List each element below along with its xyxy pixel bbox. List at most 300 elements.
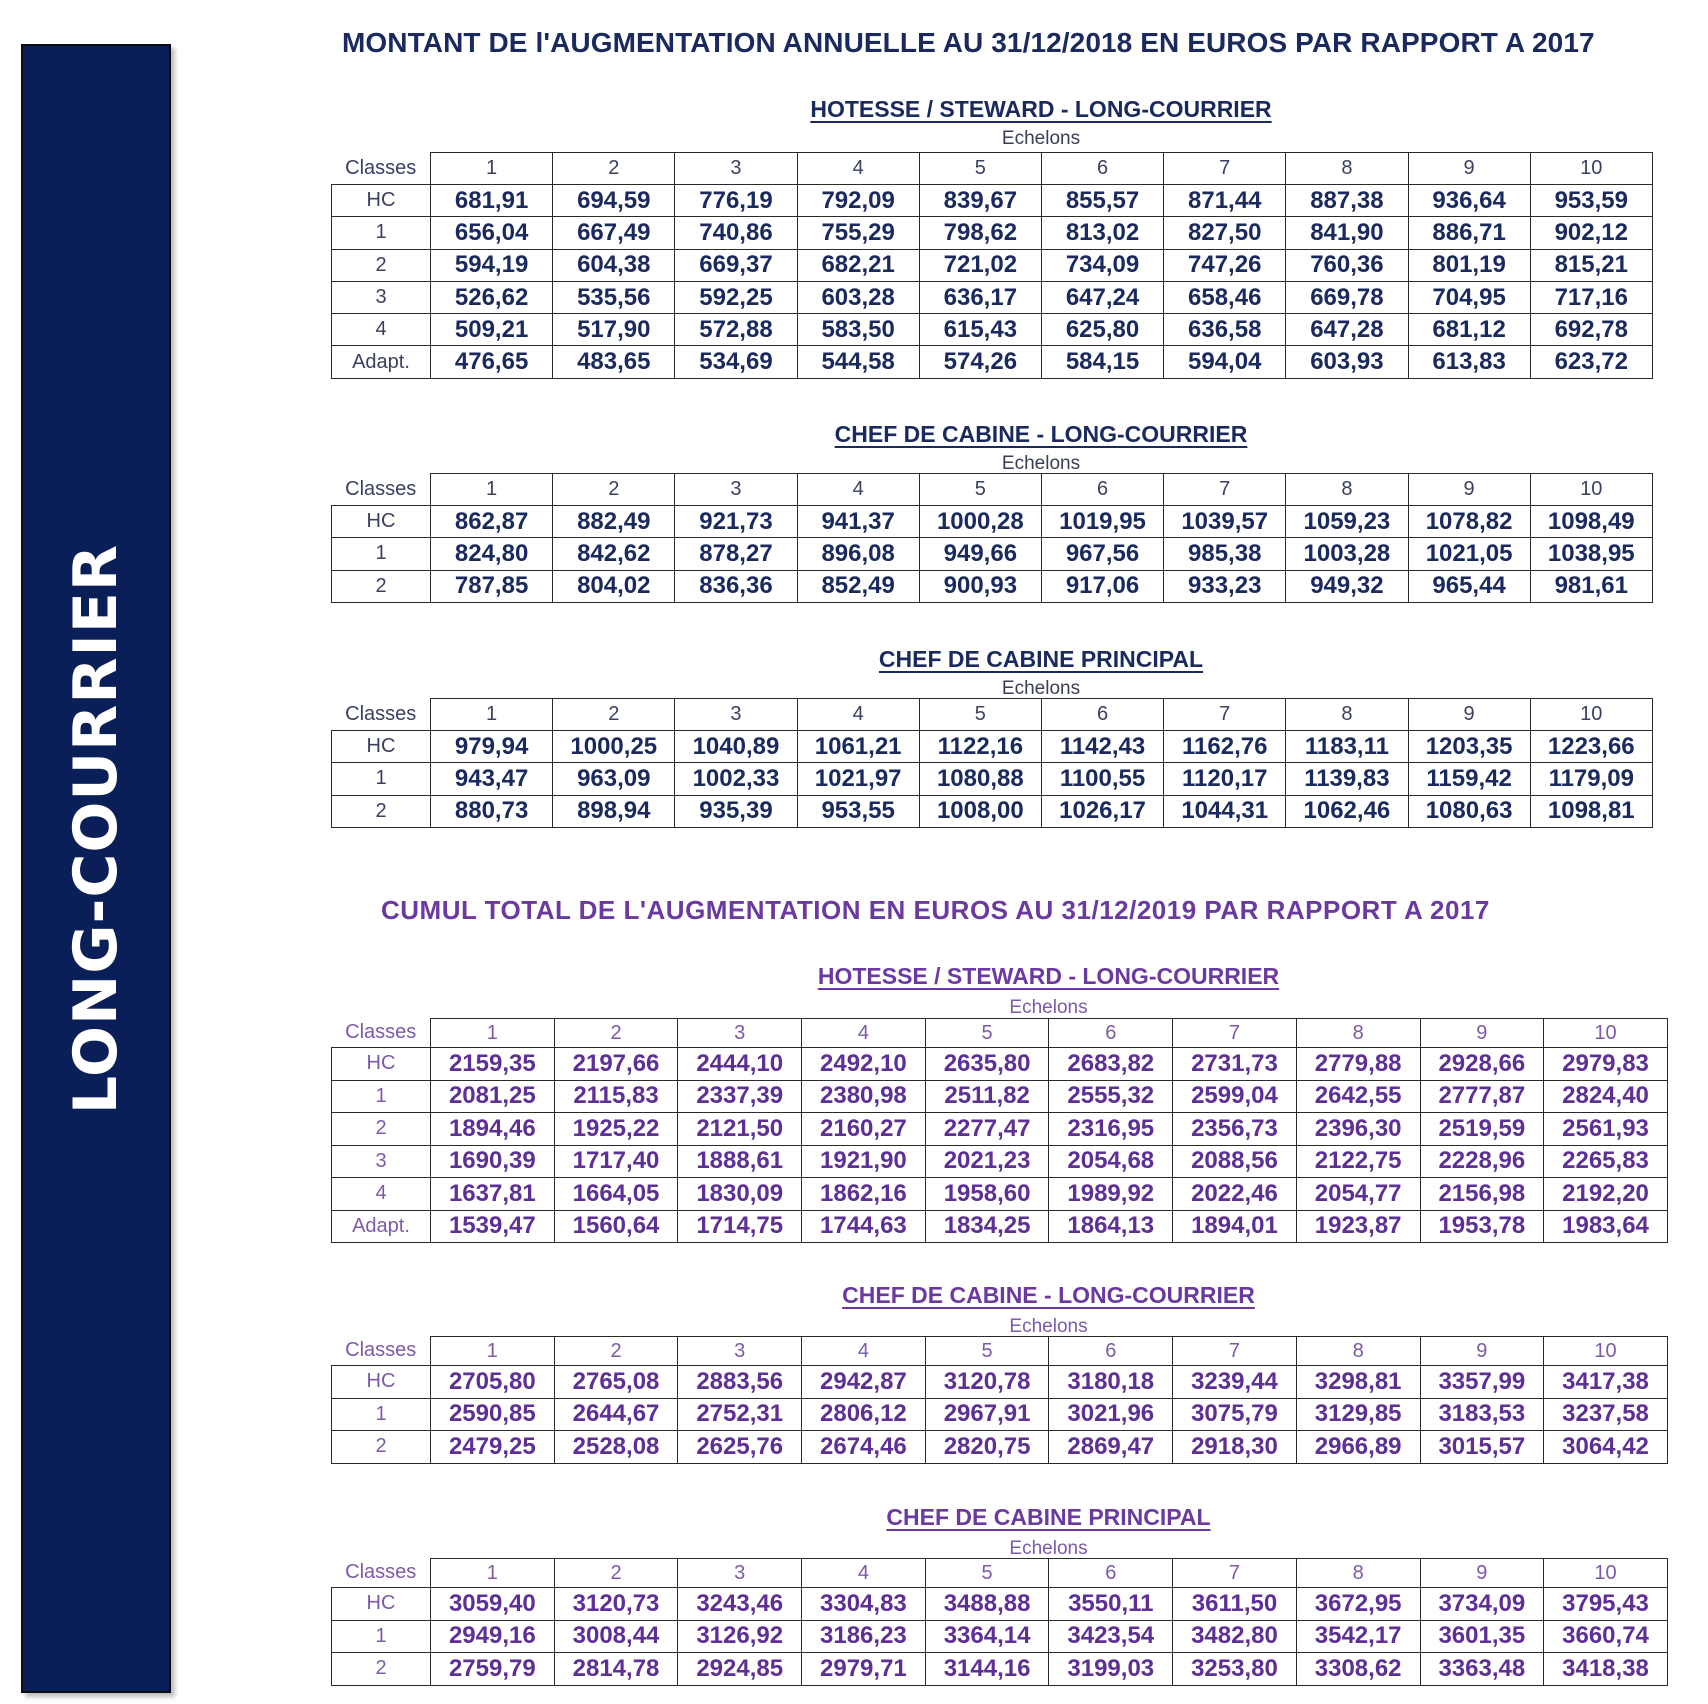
amount-cell: 2380,98 bbox=[802, 1080, 926, 1113]
amount-cell: 2337,39 bbox=[678, 1080, 802, 1113]
amount-cell: 2777,87 bbox=[1420, 1080, 1544, 1113]
amount-cell: 1098,49 bbox=[1530, 506, 1652, 538]
amount-cell: 2519,59 bbox=[1420, 1113, 1544, 1146]
amount-cell: 941,37 bbox=[797, 506, 919, 538]
amount-cell: 839,67 bbox=[919, 185, 1041, 217]
amount-cell: 1139,83 bbox=[1286, 763, 1408, 795]
amount-cell: 2806,12 bbox=[802, 1398, 926, 1431]
echelon-header: 1 bbox=[431, 1019, 555, 1048]
amount-cell: 1958,60 bbox=[925, 1178, 1049, 1211]
amount-cell: 2820,75 bbox=[925, 1431, 1049, 1464]
echelon-header: 2 bbox=[553, 474, 675, 506]
amount-cell: 1026,17 bbox=[1041, 795, 1163, 827]
amount-cell: 594,04 bbox=[1164, 346, 1286, 378]
amount-cell: 935,39 bbox=[675, 795, 797, 827]
echelon-header: 5 bbox=[925, 1019, 1049, 1048]
amount-cell: 647,28 bbox=[1286, 314, 1408, 346]
echelon-header: 6 bbox=[1041, 474, 1163, 506]
amount-cell: 583,50 bbox=[797, 314, 919, 346]
amount-cell: 1560,64 bbox=[554, 1210, 678, 1243]
echelon-header: 3 bbox=[678, 1337, 802, 1366]
amount-cell: 1062,46 bbox=[1286, 795, 1408, 827]
amount-cell: 625,80 bbox=[1041, 314, 1163, 346]
amount-cell: 3304,83 bbox=[802, 1588, 926, 1621]
echelon-header: 8 bbox=[1286, 699, 1408, 731]
echelon-header: 1 bbox=[431, 153, 553, 185]
table-row bbox=[332, 1048, 1668, 1081]
amount-cell: 933,23 bbox=[1164, 570, 1286, 602]
amount-cell: 3239,44 bbox=[1173, 1366, 1297, 1399]
amount-cell: 2277,47 bbox=[925, 1113, 1049, 1146]
amount-cell: 1203,35 bbox=[1408, 731, 1530, 763]
amount-cell: 3364,14 bbox=[925, 1620, 1049, 1653]
amount-cell: 526,62 bbox=[431, 281, 553, 313]
amount-cell: 3186,23 bbox=[802, 1620, 926, 1653]
echelon-header: 3 bbox=[678, 1019, 802, 1048]
amount-cell: 882,49 bbox=[553, 506, 675, 538]
table-row bbox=[332, 1620, 1668, 1653]
amount-cell: 1717,40 bbox=[554, 1145, 678, 1178]
amount-cell: 1122,16 bbox=[919, 731, 1041, 763]
amount-cell: 2561,93 bbox=[1544, 1113, 1668, 1146]
amount-cell: 2705,80 bbox=[431, 1366, 555, 1399]
class-label: 1 bbox=[332, 1620, 431, 1653]
echelons-label: Echelons bbox=[1001, 128, 1081, 149]
salary-increase-table bbox=[331, 473, 1653, 603]
amount-cell: 2824,40 bbox=[1544, 1080, 1668, 1113]
amount-cell: 2814,78 bbox=[554, 1653, 678, 1686]
echelon-header: 4 bbox=[797, 474, 919, 506]
amount-cell: 1159,42 bbox=[1408, 763, 1530, 795]
echelon-header: 1 bbox=[431, 1337, 555, 1366]
table-row bbox=[332, 1113, 1668, 1146]
echelon-header: 7 bbox=[1164, 699, 1286, 731]
amount-cell: 535,56 bbox=[553, 281, 675, 313]
class-label: 1 bbox=[332, 217, 431, 249]
echelon-header: 7 bbox=[1164, 474, 1286, 506]
classes-header: Classes bbox=[332, 153, 431, 185]
amount-cell: 2555,32 bbox=[1049, 1080, 1173, 1113]
amount-cell: 1080,63 bbox=[1408, 795, 1530, 827]
echelon-header: 6 bbox=[1049, 1337, 1173, 1366]
amount-cell: 636,58 bbox=[1164, 314, 1286, 346]
amount-cell: 2979,83 bbox=[1544, 1048, 1668, 1081]
amount-cell: 669,78 bbox=[1286, 281, 1408, 313]
table-row bbox=[332, 314, 1653, 346]
classes-header: Classes bbox=[332, 1337, 431, 1366]
amount-cell: 2021,23 bbox=[925, 1145, 1049, 1178]
amount-cell: 965,44 bbox=[1408, 570, 1530, 602]
amount-cell: 1038,95 bbox=[1530, 538, 1652, 570]
amount-cell: 747,26 bbox=[1164, 249, 1286, 281]
amount-cell: 604,38 bbox=[553, 249, 675, 281]
amount-cell: 2869,47 bbox=[1049, 1431, 1173, 1464]
amount-cell: 917,06 bbox=[1041, 570, 1163, 602]
amount-cell: 3120,73 bbox=[554, 1588, 678, 1621]
amount-cell: 1000,28 bbox=[919, 506, 1041, 538]
table-row bbox=[332, 1398, 1668, 1431]
amount-cell: 887,38 bbox=[1286, 185, 1408, 217]
amount-cell: 2644,67 bbox=[554, 1398, 678, 1431]
class-label: 2 bbox=[332, 795, 431, 827]
echelon-header: 1 bbox=[431, 699, 553, 731]
amount-cell: 2054,68 bbox=[1049, 1145, 1173, 1178]
table-row bbox=[332, 1431, 1668, 1464]
amount-cell: 3059,40 bbox=[431, 1588, 555, 1621]
amount-cell: 592,25 bbox=[675, 281, 797, 313]
table-row bbox=[332, 538, 1653, 570]
amount-cell: 517,90 bbox=[553, 314, 675, 346]
amount-cell: 594,19 bbox=[431, 249, 553, 281]
salary-increase-table bbox=[331, 152, 1653, 379]
amount-cell: 476,65 bbox=[431, 346, 553, 378]
amount-cell: 2642,55 bbox=[1296, 1080, 1420, 1113]
table-row bbox=[332, 763, 1653, 795]
amount-cell: 692,78 bbox=[1530, 314, 1652, 346]
amount-cell: 613,83 bbox=[1408, 346, 1530, 378]
echelon-header: 8 bbox=[1296, 1337, 1420, 1366]
amount-cell: 2625,76 bbox=[678, 1431, 802, 1464]
amount-cell: 979,94 bbox=[431, 731, 553, 763]
amount-cell: 896,08 bbox=[797, 538, 919, 570]
amount-cell: 2479,25 bbox=[431, 1431, 555, 1464]
amount-cell: 2122,75 bbox=[1296, 1145, 1420, 1178]
table-header-row bbox=[332, 1559, 1668, 1588]
echelons-label: Echelons bbox=[1001, 678, 1081, 699]
amount-cell: 936,64 bbox=[1408, 185, 1530, 217]
amount-cell: 1061,21 bbox=[797, 731, 919, 763]
amount-cell: 2022,46 bbox=[1173, 1178, 1297, 1211]
amount-cell: 1000,25 bbox=[553, 731, 675, 763]
amount-cell: 943,47 bbox=[431, 763, 553, 795]
table-row bbox=[332, 1080, 1668, 1113]
class-label: Adapt. bbox=[332, 1210, 431, 1243]
amount-cell: 2054,77 bbox=[1296, 1178, 1420, 1211]
salary-increase-table bbox=[331, 1336, 1668, 1464]
sidebar-label: LONG-COURRIER bbox=[61, 543, 131, 1114]
amount-cell: 760,36 bbox=[1286, 249, 1408, 281]
echelon-header: 5 bbox=[919, 474, 1041, 506]
amount-cell: 2683,82 bbox=[1049, 1048, 1173, 1081]
class-label: HC bbox=[332, 1048, 431, 1081]
echelons-label: Echelons bbox=[1009, 997, 1088, 1018]
amount-cell: 1021,05 bbox=[1408, 538, 1530, 570]
amount-cell: 3488,88 bbox=[925, 1588, 1049, 1621]
table-subtitle: CHEF DE CABINE - LONG-COURRIER bbox=[834, 421, 1248, 447]
amount-cell: 3363,48 bbox=[1420, 1653, 1544, 1686]
amount-cell: 1003,28 bbox=[1286, 538, 1408, 570]
class-label: 4 bbox=[332, 1178, 431, 1211]
table-header-row bbox=[332, 1019, 1668, 1048]
echelon-header: 2 bbox=[553, 153, 675, 185]
amount-cell: 615,43 bbox=[919, 314, 1041, 346]
amount-cell: 717,16 bbox=[1530, 281, 1652, 313]
table-subtitle: CHEF DE CABINE PRINCIPAL bbox=[886, 1504, 1211, 1530]
echelon-header: 9 bbox=[1420, 1559, 1544, 1588]
salary-increase-table bbox=[331, 698, 1653, 828]
amount-cell: 949,66 bbox=[919, 538, 1041, 570]
echelon-header: 9 bbox=[1420, 1337, 1544, 1366]
amount-cell: 1953,78 bbox=[1420, 1210, 1544, 1243]
amount-cell: 509,21 bbox=[431, 314, 553, 346]
amount-cell: 985,38 bbox=[1164, 538, 1286, 570]
table-subtitle: HOTESSE / STEWARD - LONG-COURRIER bbox=[810, 96, 1272, 122]
table-row bbox=[332, 185, 1653, 217]
classes-header: Classes bbox=[332, 474, 431, 506]
amount-cell: 1714,75 bbox=[678, 1210, 802, 1243]
amount-cell: 3129,85 bbox=[1296, 1398, 1420, 1431]
amount-cell: 3298,81 bbox=[1296, 1366, 1420, 1399]
table-row bbox=[332, 249, 1653, 281]
amount-cell: 3199,03 bbox=[1049, 1653, 1173, 1686]
amount-cell: 827,50 bbox=[1164, 217, 1286, 249]
amount-cell: 3237,58 bbox=[1544, 1398, 1668, 1431]
amount-cell: 2356,73 bbox=[1173, 1113, 1297, 1146]
amount-cell: 3601,35 bbox=[1420, 1620, 1544, 1653]
table-row bbox=[332, 1366, 1668, 1399]
table-header-row bbox=[332, 474, 1653, 506]
salary-increase-table bbox=[331, 1558, 1668, 1686]
amount-cell: 2635,80 bbox=[925, 1048, 1049, 1081]
amount-cell: 574,26 bbox=[919, 346, 1041, 378]
table-row bbox=[332, 217, 1653, 249]
echelon-header: 5 bbox=[925, 1559, 1049, 1588]
amount-cell: 3482,80 bbox=[1173, 1620, 1297, 1653]
amount-cell: 1120,17 bbox=[1164, 763, 1286, 795]
amount-cell: 2228,96 bbox=[1420, 1145, 1544, 1178]
amount-cell: 2949,16 bbox=[431, 1620, 555, 1653]
class-label: 3 bbox=[332, 281, 431, 313]
amount-cell: 2121,50 bbox=[678, 1113, 802, 1146]
amount-cell: 3144,16 bbox=[925, 1653, 1049, 1686]
amount-cell: 1888,61 bbox=[678, 1145, 802, 1178]
table-row bbox=[332, 570, 1653, 602]
amount-cell: 667,49 bbox=[553, 217, 675, 249]
amount-cell: 682,21 bbox=[797, 249, 919, 281]
echelon-header: 9 bbox=[1408, 153, 1530, 185]
amount-cell: 787,85 bbox=[431, 570, 553, 602]
amount-cell: 2088,56 bbox=[1173, 1145, 1297, 1178]
amount-cell: 1862,16 bbox=[802, 1178, 926, 1211]
amount-cell: 981,61 bbox=[1530, 570, 1652, 602]
classes-header: Classes bbox=[332, 1019, 431, 1048]
class-label: HC bbox=[332, 731, 431, 763]
echelon-header: 3 bbox=[675, 699, 797, 731]
amount-cell: 1894,46 bbox=[431, 1113, 555, 1146]
echelon-header: 7 bbox=[1164, 153, 1286, 185]
amount-cell: 898,94 bbox=[553, 795, 675, 827]
amount-cell: 1834,25 bbox=[925, 1210, 1049, 1243]
amount-cell: 572,88 bbox=[675, 314, 797, 346]
echelon-header: 4 bbox=[797, 699, 919, 731]
amount-cell: 2942,87 bbox=[802, 1366, 926, 1399]
amount-cell: 2928,66 bbox=[1420, 1048, 1544, 1081]
echelon-header: 9 bbox=[1408, 699, 1530, 731]
classes-header: Classes bbox=[332, 1559, 431, 1588]
amount-cell: 2590,85 bbox=[431, 1398, 555, 1431]
amount-cell: 2752,31 bbox=[678, 1398, 802, 1431]
amount-cell: 656,04 bbox=[431, 217, 553, 249]
amount-cell: 855,57 bbox=[1041, 185, 1163, 217]
amount-cell: 681,91 bbox=[431, 185, 553, 217]
amount-cell: 1894,01 bbox=[1173, 1210, 1297, 1243]
amount-cell: 694,59 bbox=[553, 185, 675, 217]
echelon-header: 5 bbox=[925, 1337, 1049, 1366]
amount-cell: 2159,35 bbox=[431, 1048, 555, 1081]
amount-cell: 953,55 bbox=[797, 795, 919, 827]
amount-cell: 2197,66 bbox=[554, 1048, 678, 1081]
amount-cell: 2674,46 bbox=[802, 1431, 926, 1464]
echelon-header: 8 bbox=[1296, 1019, 1420, 1048]
amount-cell: 862,87 bbox=[431, 506, 553, 538]
amount-cell: 3795,43 bbox=[1544, 1588, 1668, 1621]
amount-cell: 2967,91 bbox=[925, 1398, 1049, 1431]
amount-cell: 3015,57 bbox=[1420, 1431, 1544, 1464]
table-row bbox=[332, 1588, 1668, 1621]
table-row bbox=[332, 795, 1653, 827]
amount-cell: 836,36 bbox=[675, 570, 797, 602]
amount-cell: 2160,27 bbox=[802, 1113, 926, 1146]
amount-cell: 3550,11 bbox=[1049, 1588, 1173, 1621]
echelon-header: 9 bbox=[1420, 1019, 1544, 1048]
amount-cell: 2265,83 bbox=[1544, 1145, 1668, 1178]
echelon-header: 6 bbox=[1041, 699, 1163, 731]
amount-cell: 1008,00 bbox=[919, 795, 1041, 827]
amount-cell: 584,15 bbox=[1041, 346, 1163, 378]
amount-cell: 801,19 bbox=[1408, 249, 1530, 281]
table-subtitle: CHEF DE CABINE PRINCIPAL bbox=[878, 646, 1204, 672]
echelon-header: 2 bbox=[554, 1337, 678, 1366]
class-label: HC bbox=[332, 1588, 431, 1621]
echelon-header: 5 bbox=[919, 153, 1041, 185]
amount-cell: 2765,08 bbox=[554, 1366, 678, 1399]
amount-cell: 841,90 bbox=[1286, 217, 1408, 249]
amount-cell: 721,02 bbox=[919, 249, 1041, 281]
echelon-header: 10 bbox=[1530, 153, 1652, 185]
echelon-header: 6 bbox=[1049, 1019, 1173, 1048]
echelon-header: 7 bbox=[1173, 1337, 1297, 1366]
amount-cell: 3253,80 bbox=[1173, 1653, 1297, 1686]
amount-cell: 2511,82 bbox=[925, 1080, 1049, 1113]
amount-cell: 1830,09 bbox=[678, 1178, 802, 1211]
amount-cell: 3064,42 bbox=[1544, 1431, 1668, 1464]
class-label: 2 bbox=[332, 1113, 431, 1146]
amount-cell: 623,72 bbox=[1530, 346, 1652, 378]
amount-cell: 1983,64 bbox=[1544, 1210, 1668, 1243]
table-header-row bbox=[332, 699, 1653, 731]
amount-cell: 1019,95 bbox=[1041, 506, 1163, 538]
class-label: 4 bbox=[332, 314, 431, 346]
echelon-header: 4 bbox=[802, 1337, 926, 1366]
amount-cell: 1864,13 bbox=[1049, 1210, 1173, 1243]
table-header-row bbox=[332, 1337, 1668, 1366]
amount-cell: 2156,98 bbox=[1420, 1178, 1544, 1211]
amount-cell: 871,44 bbox=[1164, 185, 1286, 217]
class-label: HC bbox=[332, 185, 431, 217]
amount-cell: 804,02 bbox=[553, 570, 675, 602]
amount-cell: 704,95 bbox=[1408, 281, 1530, 313]
amount-cell: 3357,99 bbox=[1420, 1366, 1544, 1399]
amount-cell: 2731,73 bbox=[1173, 1048, 1297, 1081]
amount-cell: 824,80 bbox=[431, 538, 553, 570]
amount-cell: 813,02 bbox=[1041, 217, 1163, 249]
amount-cell: 815,21 bbox=[1530, 249, 1652, 281]
echelon-header: 10 bbox=[1544, 1019, 1668, 1048]
amount-cell: 2528,08 bbox=[554, 1431, 678, 1464]
table-header-row bbox=[332, 153, 1653, 185]
echelon-header: 10 bbox=[1530, 699, 1652, 731]
amount-cell: 792,09 bbox=[797, 185, 919, 217]
amount-cell: 3418,38 bbox=[1544, 1653, 1668, 1686]
amount-cell: 1539,47 bbox=[431, 1210, 555, 1243]
amount-cell: 900,93 bbox=[919, 570, 1041, 602]
echelon-header: 4 bbox=[797, 153, 919, 185]
echelon-header: 10 bbox=[1544, 1337, 1668, 1366]
echelon-header: 8 bbox=[1296, 1559, 1420, 1588]
class-label: 1 bbox=[332, 1080, 431, 1113]
amount-cell: 886,71 bbox=[1408, 217, 1530, 249]
amount-cell: 2115,83 bbox=[554, 1080, 678, 1113]
amount-cell: 852,49 bbox=[797, 570, 919, 602]
annual-section-title: MONTANT DE l'AUGMENTATION ANNUELLE AU 31/12/2018 EN EUROS PAR RAPPORT A 2017 bbox=[342, 27, 1595, 58]
table-row bbox=[332, 731, 1653, 763]
amount-cell: 3611,50 bbox=[1173, 1588, 1297, 1621]
table-row bbox=[332, 1653, 1668, 1686]
amount-cell: 3542,17 bbox=[1296, 1620, 1420, 1653]
amount-cell: 1080,88 bbox=[919, 763, 1041, 795]
amount-cell: 2492,10 bbox=[802, 1048, 926, 1081]
amount-cell: 636,17 bbox=[919, 281, 1041, 313]
amount-cell: 963,09 bbox=[553, 763, 675, 795]
class-label: Adapt. bbox=[332, 346, 431, 378]
salary-increase-table bbox=[331, 1018, 1668, 1243]
echelon-header: 4 bbox=[802, 1019, 926, 1048]
amount-cell: 1744,63 bbox=[802, 1210, 926, 1243]
amount-cell: 1925,22 bbox=[554, 1113, 678, 1146]
echelon-header: 2 bbox=[554, 1019, 678, 1048]
amount-cell: 1100,55 bbox=[1041, 763, 1163, 795]
amount-cell: 776,19 bbox=[675, 185, 797, 217]
amount-cell: 1690,39 bbox=[431, 1145, 555, 1178]
amount-cell: 483,65 bbox=[553, 346, 675, 378]
amount-cell: 1039,57 bbox=[1164, 506, 1286, 538]
amount-cell: 734,09 bbox=[1041, 249, 1163, 281]
amount-cell: 1021,97 bbox=[797, 763, 919, 795]
amount-cell: 3417,38 bbox=[1544, 1366, 1668, 1399]
amount-cell: 3126,92 bbox=[678, 1620, 802, 1653]
amount-cell: 603,93 bbox=[1286, 346, 1408, 378]
amount-cell: 669,37 bbox=[675, 249, 797, 281]
amount-cell: 2779,88 bbox=[1296, 1048, 1420, 1081]
echelon-header: 4 bbox=[802, 1559, 926, 1588]
amount-cell: 2979,71 bbox=[802, 1653, 926, 1686]
amount-cell: 3075,79 bbox=[1173, 1398, 1297, 1431]
amount-cell: 2883,56 bbox=[678, 1366, 802, 1399]
amount-cell: 902,12 bbox=[1530, 217, 1652, 249]
amount-cell: 603,28 bbox=[797, 281, 919, 313]
amount-cell: 2396,30 bbox=[1296, 1113, 1420, 1146]
echelon-header: 3 bbox=[675, 474, 797, 506]
classes-header: Classes bbox=[332, 699, 431, 731]
echelon-header: 9 bbox=[1408, 474, 1530, 506]
amount-cell: 2599,04 bbox=[1173, 1080, 1297, 1113]
amount-cell: 967,56 bbox=[1041, 538, 1163, 570]
echelon-header: 8 bbox=[1286, 153, 1408, 185]
amount-cell: 880,73 bbox=[431, 795, 553, 827]
amount-cell: 3423,54 bbox=[1049, 1620, 1173, 1653]
amount-cell: 658,46 bbox=[1164, 281, 1286, 313]
amount-cell: 842,62 bbox=[553, 538, 675, 570]
